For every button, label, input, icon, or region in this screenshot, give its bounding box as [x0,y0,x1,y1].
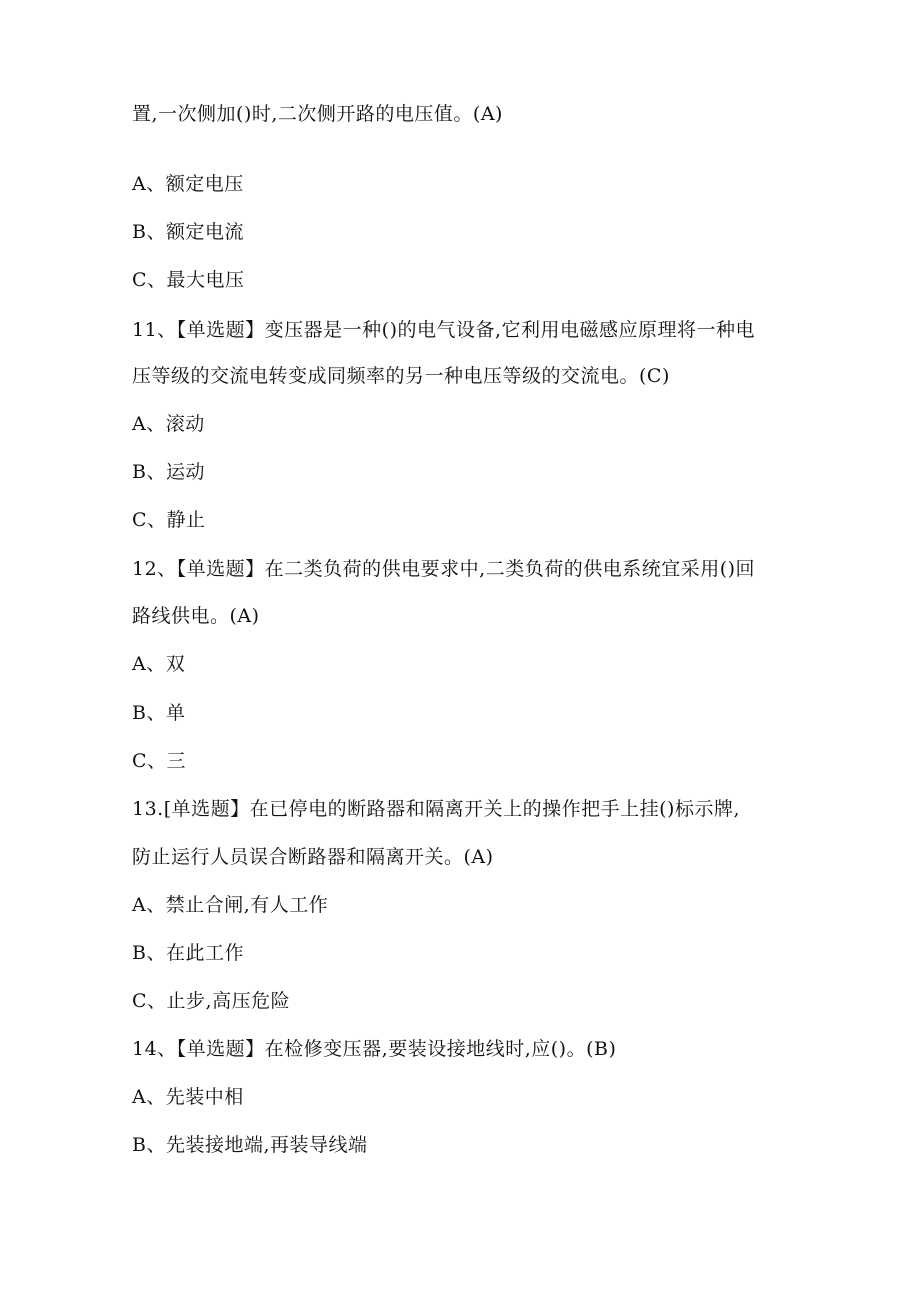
q11-option-a: A、滚动 [132,413,205,435]
q13-stem-line2: 防止运行人员误合断路器和隔离开关。(A) [132,846,494,868]
q10-option-b: B、额定电流 [132,221,244,243]
q10-option-c: C、最大电压 [132,269,245,291]
q14-stem-line1: 14、【单选题】在检修变压器,要装设接地线时,应()。(B) [132,1038,617,1060]
q11-option-c: C、静止 [132,509,206,531]
q13-option-c: C、止步,高压危险 [132,990,291,1012]
q12-stem-line2: 路线供电。(A) [132,605,260,627]
q11-stem-line2: 压等级的交流电转变成同频率的另一种电压等级的交流电。(C) [132,365,670,387]
q13-option-b: B、在此工作 [132,942,244,964]
q12-stem-line1: 12、【单选题】在二类负荷的供电要求中,二类负荷的供电系统宜采用()回 [132,558,756,580]
q11-option-b: B、运动 [132,461,205,483]
q14-option-b: B、先装接地端,再装导线端 [132,1134,368,1156]
q12-option-c: C、三 [132,750,187,772]
q13-option-a: A、禁止合闸,有人工作 [132,894,329,916]
q13-stem-line1: 13.[单选题】在已停电的断路器和隔离开关上的操作把手上挂()标示牌, [132,798,740,820]
q14-option-a: A、先装中相 [132,1086,244,1108]
q12-option-b: B、单 [132,702,186,724]
q10-stem-continuation: 置,一次侧加()时,二次侧开路的电压值。(A) [132,103,503,125]
q12-option-a: A、双 [132,653,186,675]
q11-stem-line1: 11、【单选题】变压器是一种()的电气设备,它利用电磁感应原理将一种电 [132,319,756,341]
q10-option-a: A、额定电压 [132,173,244,195]
